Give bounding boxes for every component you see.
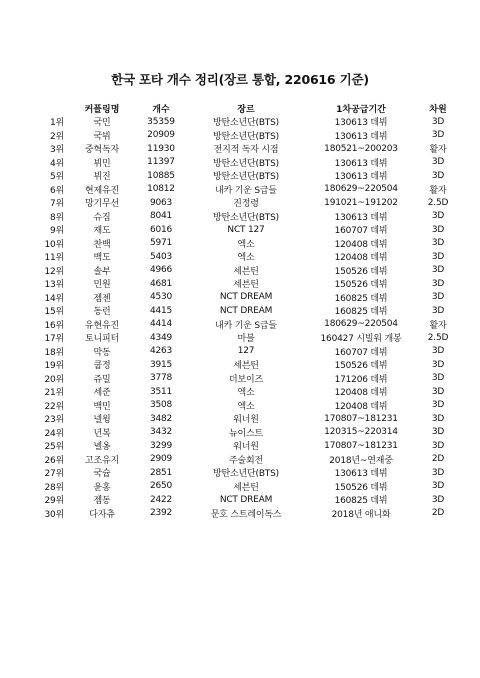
count-cell: 2909	[149, 454, 173, 465]
count-cell: 4415	[149, 305, 173, 316]
genre-cell: 방탄소년단(BTS)	[213, 118, 279, 129]
table-row	[36, 399, 456, 413]
coupling-name-cell: 쿱정	[93, 361, 111, 372]
supply-period-cell: 2018년~연재중	[329, 455, 393, 466]
genre-cell: 엑소	[237, 253, 255, 264]
count-cell: 2650	[149, 481, 173, 492]
dimension-cell: 3D	[431, 373, 445, 384]
rank-cell: 24위	[44, 428, 64, 439]
table-row	[36, 142, 456, 156]
genre-cell: 내카 기운 S급들	[215, 185, 277, 196]
table-row	[36, 372, 456, 386]
rank-cell: 30위	[44, 509, 64, 520]
genre-cell: 세븐틴	[233, 280, 259, 291]
table-row	[36, 304, 456, 318]
rank-cell: 11위	[44, 253, 64, 264]
rank-cell: 5위	[49, 172, 64, 183]
genre-cell: NCT DREAM	[219, 494, 273, 505]
dimension-cell: 3D	[431, 278, 445, 289]
dimension-cell: 3D	[431, 265, 445, 276]
genre-cell: 더보이즈	[229, 374, 263, 385]
table-row	[36, 156, 456, 170]
supply-period-cell: 150526 데뷔	[334, 482, 388, 493]
rank-cell: 22위	[44, 401, 64, 412]
header-supply-period: 1차공급기간	[336, 104, 386, 115]
genre-cell: 엑소	[237, 401, 255, 412]
dimension-cell: 3D	[431, 130, 445, 141]
genre-cell: 127	[237, 346, 255, 357]
dimension-cell: 3D	[431, 494, 445, 505]
rank-cell: 27위	[44, 469, 64, 480]
count-cell: 8041	[149, 211, 173, 222]
rank-cell: 2위	[49, 131, 64, 142]
table-row	[36, 453, 456, 467]
table-row	[36, 277, 456, 291]
genre-cell: 방탄소년단(BTS)	[213, 469, 279, 480]
genre-cell: 방탄소년단(BTS)	[213, 131, 279, 142]
count-cell: 5403	[149, 251, 173, 262]
coupling-name-cell: 재도	[93, 226, 111, 237]
coupling-name-cell: 민원	[93, 280, 111, 291]
header-coupling-name: 커플링명	[84, 104, 120, 115]
dimension-cell: 3D	[431, 386, 445, 397]
coupling-name-cell: 솔부	[93, 266, 111, 277]
genre-cell: 뉴이스트	[229, 428, 263, 439]
coupling-name-cell: 국슙	[93, 469, 111, 480]
coupling-name-cell: 뷔진	[93, 172, 111, 183]
count-cell: 2422	[149, 494, 173, 505]
genre-cell: 마블	[237, 334, 255, 345]
genre-cell: 방탄소년단(BTS)	[213, 212, 279, 223]
rank-cell: 23위	[44, 415, 64, 426]
count-cell: 10812	[147, 184, 175, 195]
ranking-table	[36, 101, 456, 520]
table-row	[36, 385, 456, 399]
supply-period-cell: 120408 데뷔	[334, 253, 388, 264]
dimension-cell: 3D	[431, 251, 445, 262]
count-cell: 4414	[149, 319, 173, 330]
genre-cell: NCT DREAM	[219, 292, 273, 303]
supply-period-cell: 170807~181231	[324, 413, 398, 424]
dimension-cell: 3D	[431, 238, 445, 249]
coupling-name-cell: 백도	[93, 253, 111, 264]
coupling-name-cell: 현제유진	[85, 185, 119, 196]
table-row	[36, 507, 456, 521]
coupling-name-cell: 망기무선	[85, 199, 119, 210]
dimension-cell: 3D	[431, 157, 445, 168]
supply-period-cell: 130613 데뷔	[334, 131, 388, 142]
count-cell: 11397	[147, 157, 175, 168]
coupling-name-cell: 국민	[93, 118, 111, 129]
supply-period-cell: 191021~191202	[324, 197, 398, 208]
count-cell: 3778	[149, 373, 173, 384]
genre-cell: 워너원	[233, 442, 259, 453]
genre-cell: 진정령	[233, 199, 259, 210]
header-count: 개수	[152, 104, 170, 115]
count-cell: 3432	[149, 427, 173, 438]
supply-period-cell: 130613 데뷔	[334, 212, 388, 223]
dimension-cell: 3D	[431, 305, 445, 316]
table-row	[36, 493, 456, 507]
table-row	[36, 196, 456, 210]
count-cell: 6016	[149, 224, 173, 235]
table-row	[36, 331, 456, 345]
rank-cell: 20위	[44, 374, 64, 385]
supply-period-cell: 150526 데뷔	[334, 361, 388, 372]
table-row	[36, 426, 456, 440]
rank-cell: 12위	[44, 266, 64, 277]
dimension-cell: 3D	[431, 292, 445, 303]
supply-period-cell: 120408 데뷔	[334, 401, 388, 412]
coupling-name-cell: 다자츄	[89, 509, 115, 520]
count-cell: 3299	[149, 440, 173, 451]
coupling-name-cell: 토니피터	[85, 334, 119, 345]
supply-period-cell: 170807~181231	[324, 440, 398, 451]
count-cell: 4530	[149, 292, 173, 303]
dimension-cell: 활자	[429, 185, 447, 196]
supply-period-cell: 171206 데뷔	[334, 374, 388, 385]
coupling-name-cell: 쥬밀	[93, 374, 111, 385]
table-row	[36, 169, 456, 183]
supply-period-cell: 160707 데뷔	[334, 347, 388, 358]
table-header-row	[36, 101, 456, 115]
coupling-name-cell: 젬젠	[93, 293, 111, 304]
dimension-cell: 2.5D	[427, 197, 449, 208]
coupling-name-cell: 젬동	[93, 496, 111, 507]
dimension-cell: 활자	[429, 145, 447, 156]
dimension-cell: 활자	[429, 320, 447, 331]
dimension-cell: 3D	[431, 116, 445, 127]
table-row	[36, 237, 456, 251]
count-cell: 2851	[149, 467, 173, 478]
header-genre: 장르	[237, 104, 255, 115]
rank-cell: 4위	[49, 158, 64, 169]
coupling-name-cell: 중혁독자	[85, 145, 119, 156]
supply-period-cell: 160707 데뷔	[334, 226, 388, 237]
coupling-name-cell: 고조유지	[85, 455, 119, 466]
supply-period-cell: 2018년 애니화	[331, 509, 391, 520]
coupling-name-cell: 슈짐	[93, 212, 111, 223]
table-row	[36, 183, 456, 197]
supply-period-cell: 130613 데뷔	[334, 469, 388, 480]
coupling-name-cell: 막동	[93, 347, 111, 358]
dimension-cell: 3D	[431, 427, 445, 438]
supply-period-cell: 150526 데뷔	[334, 280, 388, 291]
table-body	[36, 115, 456, 520]
count-cell: 5971	[149, 238, 173, 249]
table-row	[36, 412, 456, 426]
count-cell: 3511	[149, 386, 173, 397]
dimension-cell: 2D	[431, 454, 445, 465]
header-dimension: 차원	[429, 104, 447, 115]
supply-period-cell: 130613 데뷔	[334, 158, 388, 169]
genre-cell: 전지적 독자 시점	[213, 145, 279, 156]
table-row	[36, 358, 456, 372]
rank-cell: 19위	[44, 361, 64, 372]
rank-cell: 16위	[44, 320, 64, 331]
supply-period-cell: 160825 데뷔	[334, 293, 388, 304]
genre-cell: 방탄소년단(BTS)	[213, 158, 279, 169]
table-row	[36, 318, 456, 332]
dimension-cell: 3D	[431, 359, 445, 370]
dimension-cell: 3D	[431, 346, 445, 357]
genre-cell: 내카 기운 S급들	[215, 320, 277, 331]
supply-period-cell: 180521~200203	[324, 143, 398, 154]
rank-cell: 28위	[44, 482, 64, 493]
count-cell: 3508	[149, 400, 173, 411]
table-row	[36, 291, 456, 305]
rank-cell: 17위	[44, 334, 64, 345]
count-cell: 4349	[149, 332, 173, 343]
supply-period-cell: 120315~220314	[324, 427, 398, 438]
count-cell: 3482	[149, 413, 173, 424]
header-rank	[36, 101, 72, 115]
count-cell: 10885	[147, 170, 175, 181]
table-row	[36, 223, 456, 237]
count-cell: 20909	[147, 130, 175, 141]
coupling-name-cell: 뷔민	[93, 158, 111, 169]
table-row	[36, 480, 456, 494]
dimension-cell: 3D	[431, 440, 445, 451]
supply-period-cell: 150526 데뷔	[334, 266, 388, 277]
rank-cell: 25위	[44, 442, 64, 453]
dimension-cell: 3D	[431, 413, 445, 424]
count-cell: 11930	[147, 143, 175, 154]
supply-period-cell: 160825 데뷔	[334, 307, 388, 318]
dimension-cell: 3D	[431, 170, 445, 181]
coupling-name-cell: 윤홍	[93, 482, 111, 493]
table-row	[36, 129, 456, 143]
supply-period-cell: 180629~220504	[324, 184, 398, 195]
table-row	[36, 345, 456, 359]
dimension-cell: 3D	[431, 400, 445, 411]
coupling-name-cell: 세준	[93, 388, 111, 399]
genre-cell: 워너원	[233, 415, 259, 426]
genre-cell: 문호 스트레이독스	[210, 509, 282, 520]
rank-cell: 3위	[49, 145, 64, 156]
rank-cell: 10위	[44, 239, 64, 250]
count-cell: 35359	[147, 116, 175, 127]
rank-cell: 14위	[44, 293, 64, 304]
document-title: 한국 포타 개수 정리(장르 통합, 220616 기준)	[111, 72, 369, 87]
count-cell: 4681	[149, 278, 173, 289]
rank-cell: 26위	[44, 455, 64, 466]
dimension-cell: 3D	[431, 467, 445, 478]
genre-cell: 세븐틴	[233, 482, 259, 493]
coupling-name-cell: 유현유진	[85, 320, 119, 331]
supply-period-cell: 130613 데뷔	[334, 172, 388, 183]
table-row	[36, 250, 456, 264]
genre-cell: 주술회전	[229, 455, 263, 466]
count-cell: 4966	[149, 265, 173, 276]
supply-period-cell: 130613 데뷔	[334, 118, 388, 129]
dimension-cell: 3D	[431, 211, 445, 222]
dimension-cell: 3D	[431, 481, 445, 492]
table-row	[36, 466, 456, 480]
table-row	[36, 115, 456, 129]
coupling-name-cell: 동런	[93, 307, 111, 318]
coupling-name-cell: 년복	[93, 428, 111, 439]
rank-cell: 21위	[44, 388, 64, 399]
rank-cell: 1위	[49, 118, 64, 129]
table-row	[36, 210, 456, 224]
supply-period-cell: 120408 데뷔	[334, 239, 388, 250]
count-cell: 2392	[149, 508, 173, 519]
rank-cell: 13위	[44, 280, 64, 291]
count-cell: 3915	[149, 359, 173, 370]
rank-cell: 8위	[49, 212, 64, 223]
rank-cell: 15위	[44, 307, 64, 318]
genre-cell: 엑소	[237, 239, 255, 250]
coupling-name-cell: 국뷔	[93, 131, 111, 142]
coupling-name-cell: 넬윙	[93, 415, 111, 426]
genre-cell: 엑소	[237, 388, 255, 399]
genre-cell: NCT 127	[227, 224, 265, 235]
table-row	[36, 264, 456, 278]
coupling-name-cell: 백민	[93, 401, 111, 412]
dimension-cell: 2D	[431, 508, 445, 519]
genre-cell: 세븐틴	[233, 361, 259, 372]
genre-cell: 방탄소년단(BTS)	[213, 172, 279, 183]
coupling-name-cell: 녤옹	[93, 442, 111, 453]
rank-cell: 29위	[44, 496, 64, 507]
table-row	[36, 439, 456, 453]
supply-period-cell: 160427 시빌워 개봉	[320, 334, 402, 345]
rank-cell: 18위	[44, 347, 64, 358]
rank-cell: 6위	[49, 185, 64, 196]
count-cell: 9063	[149, 197, 173, 208]
rank-cell: 9위	[49, 226, 64, 237]
coupling-name-cell: 찬백	[93, 239, 111, 250]
supply-period-cell: 180629~220504	[324, 319, 398, 330]
genre-cell: 세븐틴	[233, 266, 259, 277]
count-cell: 4263	[149, 346, 173, 357]
supply-period-cell: 120408 데뷔	[334, 388, 388, 399]
dimension-cell: 3D	[431, 224, 445, 235]
supply-period-cell: 160825 데뷔	[334, 496, 388, 507]
rank-cell: 7위	[49, 199, 64, 210]
dimension-cell: 2.5D	[427, 332, 449, 343]
genre-cell: NCT DREAM	[219, 305, 273, 316]
